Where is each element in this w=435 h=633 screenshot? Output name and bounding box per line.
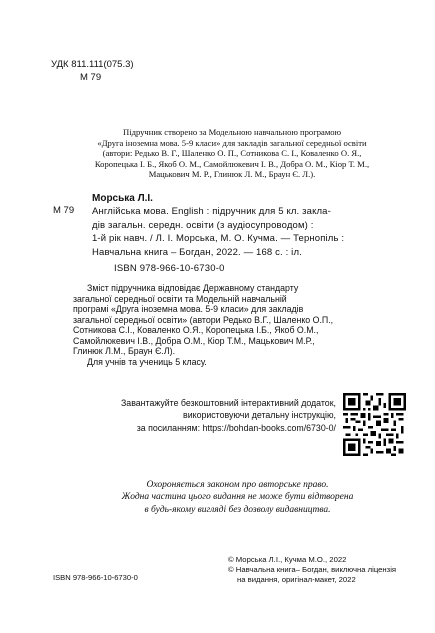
- app-download-line: Завантажуйте безкоштовний інтерактивний додаток,: [120, 398, 336, 408]
- abstract-line: Самойлюкевич І.В., Добра О.М., Кіор Т.М., Мацькович М.Р.,: [73, 335, 315, 346]
- program-note-line: Коропецька І. Б., Якоб О. М., Самойлюкевич І. В., Добра О. М., Кіор Т. М.,: [94, 158, 370, 169]
- udk-block: [51, 58, 134, 84]
- abstract-line: загальної середньої освіти та Модельній навчальній: [73, 293, 287, 304]
- app-download-note: [118, 397, 336, 434]
- app-download-line: використовуючи детальну інструкцію,: [183, 410, 336, 421]
- copyright-line: © Морська Л.І., Кучма М.О., 2022: [228, 555, 347, 564]
- catalog-description: [92, 205, 384, 259]
- abstract: [73, 283, 389, 367]
- catalog-line: 1-й рік навч. / Л. І. Морська, М. О. Кучма. — Тернопіль :: [92, 233, 345, 245]
- program-note-line: Мацькович М. Р., Глинюк Л. М., Браун Є. Л.).: [148, 169, 316, 180]
- abstract-line: Зміст підручника відповідає Державному стандарту: [87, 283, 299, 293]
- catalog-line: Навчальна книга – Богдан, 2022. — 168 с. : іл.: [92, 246, 302, 258]
- program-note-line: Підручник створено за Модельною навчальною програмою: [122, 127, 341, 137]
- copyright-notice-line: в будь-якому вигляді без дозволу видавництва.: [144, 504, 331, 515]
- copyright-notice-line: Жодна частина цього видання не може бути відтворена: [121, 492, 354, 503]
- copyright-holders: [228, 555, 403, 586]
- abstract-line: програмі «Друга іноземна мова. 5-9 класи» для закладів: [73, 304, 304, 314]
- abstract-line: Глинюк Л.М., Браун Є.Л).: [73, 346, 176, 356]
- udk-code: УДК 811.111(075.3): [51, 59, 134, 70]
- catalog-author: Морська Л.І.: [92, 193, 153, 204]
- copyright-notice-line: Охороняється законом про авторське право.: [146, 480, 329, 490]
- abstract-paragraph: [73, 283, 389, 294]
- catalog-code: М 79: [53, 205, 75, 216]
- program-note: [86, 127, 378, 180]
- audience-note: Для учнів та учениць 5 класу.: [87, 356, 207, 367]
- app-download-link[interactable]: за посиланням: https://bohdan-books.com/6730-0/: [136, 422, 336, 433]
- catalog-line: Англійська мова. English : підручник для 5 кл. закла-: [92, 206, 331, 217]
- author-mark: М 79: [80, 72, 102, 83]
- program-note-line: (автори: Редько В. Г., Шаленко О. П., Сотникова С. І., Коваленко О. Я.,: [102, 148, 362, 159]
- copyright-line: на видання, оригінал-макет, 2022: [237, 575, 356, 585]
- program-note-line: «Друга іноземна мова. 5-9 класи» для закладів загальної середньої освіти: [97, 137, 367, 148]
- copyright-line: © Навчальна книга– Богдан, виключна ліцензія: [228, 565, 397, 575]
- copyright-notice: [100, 479, 375, 516]
- abstract-line: Сотникова С.І., Коваленко О.Я., Коропецька І.Б., Якоб О.М.,: [73, 325, 319, 335]
- catalog-isbn: ISBN 978-966-10-6730-0: [114, 263, 225, 274]
- qr-code-icon[interactable]: [343, 393, 406, 456]
- abstract-line: загальної середньої освіти» (автори Редько В.Г., Шаленко О.П.,: [73, 314, 334, 325]
- footer-isbn: ISBN 978-966-10-6730-0: [53, 573, 138, 582]
- catalog-line: дів загальн. середн. освіти (з аудіосупроводом) :: [92, 219, 314, 231]
